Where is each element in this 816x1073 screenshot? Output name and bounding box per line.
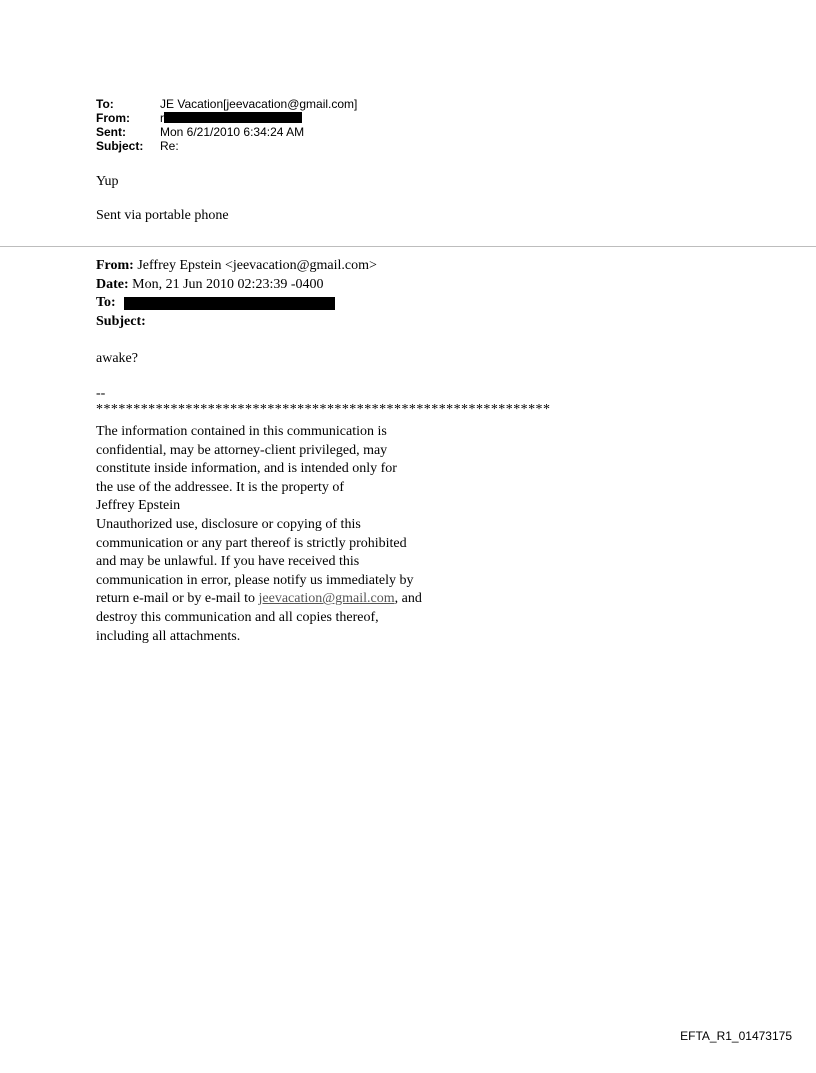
disclaimer-line: constitute inside information, and is intended only for [96, 461, 397, 477]
disclaimer-line: The information contained in this communication is [96, 424, 387, 439]
reply-from-label: From: [96, 111, 130, 125]
disclaimer-line: communication in error, please notify us immediately by [96, 572, 414, 588]
original-subject-row [96, 313, 377, 332]
disclaimer-line: including all attachments. [96, 628, 241, 644]
original-date-row [96, 276, 377, 295]
disclaimer-line: confidential, may be attorney-client privileged, may [96, 442, 388, 458]
original-header [96, 257, 377, 331]
disclaimer-link-prefix: return e-mail or by e-mail to [96, 591, 259, 607]
message-divider [0, 246, 816, 247]
disclaimer-line: destroy this communication and all copies thereof, [96, 609, 379, 625]
original-from-value: Jeffrey Epstein <jeevacation@gmail.com> [137, 258, 377, 273]
reply-from-redaction [164, 112, 302, 123]
original-to-label: To: [96, 295, 116, 310]
reply-body-text: Yup [96, 174, 119, 189]
reply-to-value: JE Vacation[jeevacation@gmail.com] [160, 97, 358, 111]
disclaimer-line: the use of the addressee. It is the property of [96, 479, 345, 495]
reply-from-visible-fragment: r [160, 111, 164, 125]
reply-sent-label: Sent: [96, 125, 126, 139]
reply-sent-value: Mon 6/21/2010 6:34:24 AM [160, 125, 305, 139]
email-link[interactable]: jeevacation@gmail.com [258, 591, 395, 607]
disclaimer-line: Unauthorized use, disclosure or copying of this [96, 516, 361, 532]
signature-separator: -- [96, 386, 106, 401]
disclaimer-link-line [96, 590, 422, 609]
original-date-label: Date: [96, 276, 129, 292]
disclaimer-line: and may be unlawful. If you have received this [96, 554, 360, 570]
reply-subject-value: Re: [160, 139, 179, 153]
original-subject-label: Subject: [96, 313, 146, 329]
reply-to-label: To: [96, 97, 114, 111]
signature-asterisk-rule: ************************************************************* [96, 402, 551, 417]
disclaimer-line: Jeffrey Epstein [96, 498, 181, 514]
disclaimer-line: communication or any part thereof is strictly prohibited [96, 535, 407, 551]
original-body-text: awake? [96, 351, 138, 366]
confidentiality-disclaimer [96, 423, 422, 646]
document-id: EFTA_R1_01473175 [680, 1029, 792, 1043]
original-from-row [96, 257, 377, 276]
original-to-row [96, 294, 377, 313]
disclaimer-link-suffix: , and [394, 591, 422, 607]
original-from-label: From: [96, 258, 134, 273]
reply-signature: Sent via portable phone [96, 208, 229, 223]
original-to-redaction [124, 297, 335, 310]
reply-subject-label: Subject: [96, 139, 144, 153]
original-date-value: Mon, 21 Jun 2010 02:23:39 -0400 [132, 276, 324, 292]
